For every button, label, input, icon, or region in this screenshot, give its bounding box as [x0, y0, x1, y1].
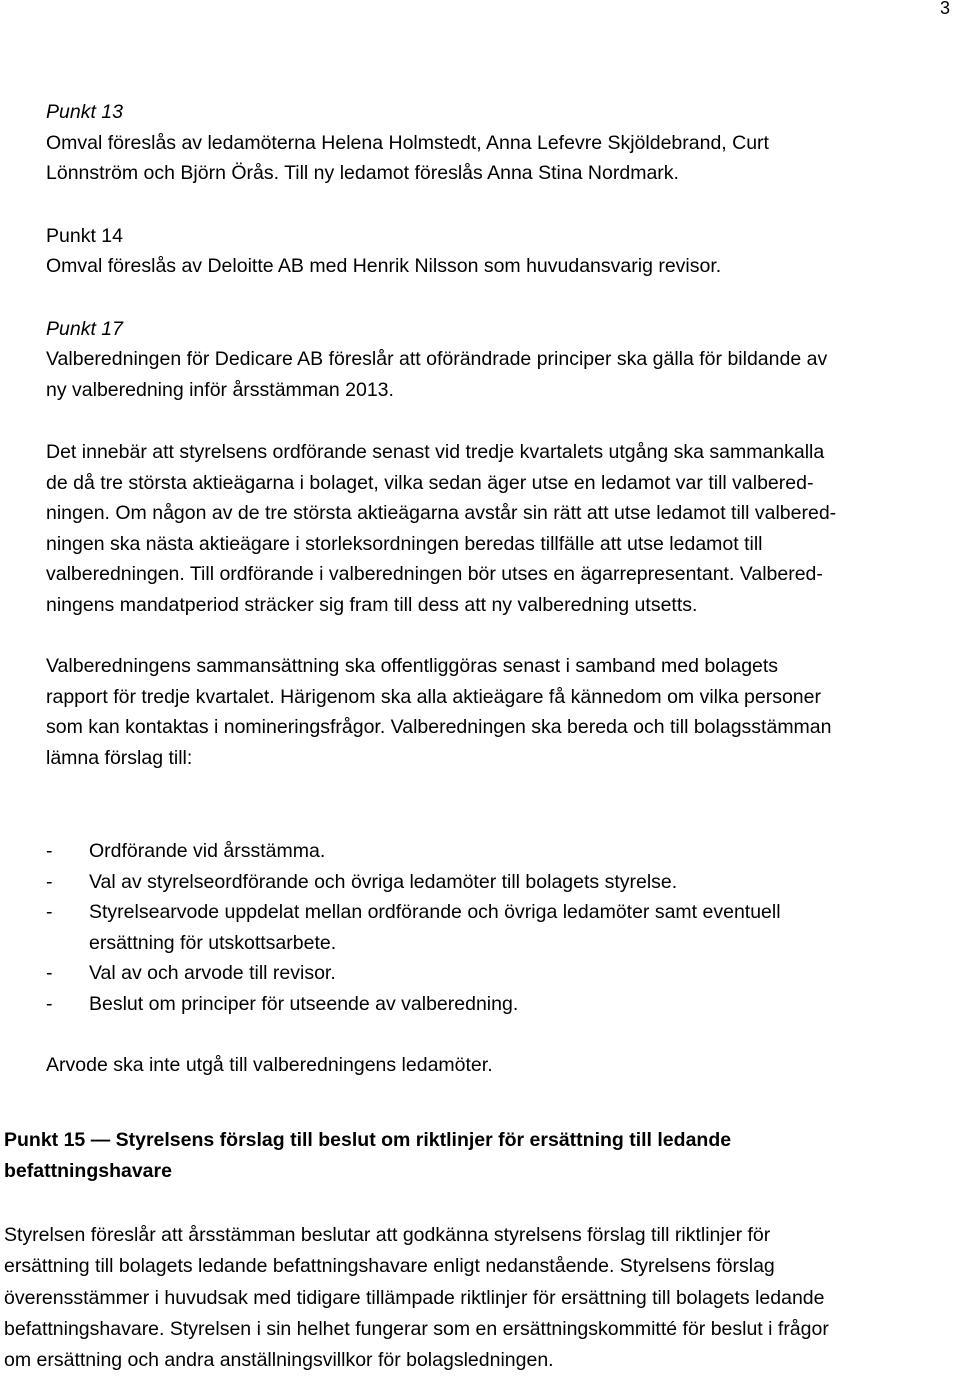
text-line: valberedningen. Till ordförande i valberedningen bör utses en ägarrepresentant. Valbered-: [46, 563, 823, 585]
list-item-text: [89, 897, 781, 958]
section-punkt-13: [46, 97, 960, 189]
heading-punkt-14: Punkt 14: [46, 224, 123, 247]
list-item-text: Val av och arvode till revisor.: [89, 962, 336, 984]
text-line: lämna förslag till:: [46, 746, 193, 769]
list-dash: -: [46, 870, 53, 893]
text-line: ningens mandatperiod sträcker sig fram till dess att ny valberedning utsetts.: [46, 593, 698, 616]
list-dash: -: [46, 992, 53, 1015]
heading-line: befattningshavare: [4, 1160, 172, 1182]
list-item-text: Beslut om principer för utseende av valberedning.: [89, 992, 519, 1015]
paragraph-valberedning: [46, 437, 960, 620]
list-dash: -: [46, 840, 53, 862]
section-punkt-14: [46, 221, 960, 282]
paragraph-riktlinjer: [0, 1220, 940, 1376]
document-body: [46, 97, 960, 1081]
list-item-text: Val av styrelseordförande och övriga ledamöter till bolagets styrelse.: [89, 870, 678, 893]
text-line: överensstämmer i huvudsak med tidigare tillämpade riktlinjer för ersättning till bolagets ledande: [4, 1286, 825, 1309]
text-line: ny valberedning inför årsstämman 2013.: [46, 378, 394, 401]
text-line: om ersättning och andra anställningsvillkor för bolagsledningen.: [4, 1349, 554, 1372]
list-item-line: ersättning för utskottsarbete.: [89, 931, 337, 954]
closing-statement: Arvode ska inte utgå till valberedningens ledamöter.: [46, 1054, 493, 1076]
heading-line: Punkt 15 — Styrelsens förslag till beslut om riktlinjer för ersättning till ledande: [4, 1129, 732, 1151]
heading-punkt-13: Punkt 13: [46, 101, 123, 123]
text-line: rapport för tredje kvartalet. Härigenom ska alla aktieägare få kännedom om vilka personer: [46, 685, 821, 708]
text-line: Valberedningens sammansättning ska offentliggöras senast i samband med bolagets: [46, 655, 779, 677]
text-line: ningen. Om någon av de tre största aktieägarna avstår sin rätt att utse ledamot till valbered-: [46, 502, 837, 524]
heading-punkt-15: [0, 1125, 940, 1187]
list-item: [46, 958, 960, 989]
page-number: 3: [939, 0, 950, 18]
list-item: [46, 867, 960, 898]
list-item: [46, 989, 960, 1020]
text-line: Det innebär att styrelsens ordförande senast vid tredje kvartalets utgång ska sammankalla: [46, 441, 825, 463]
list-item-text: Ordförande vid årsstämma.: [89, 840, 326, 862]
paragraph-sammansattning: [46, 651, 960, 773]
text-line: befattningshavare. Styrelsen i sin helhet fungerar som en ersättningskommitté för beslut i frågor: [4, 1317, 829, 1340]
list-dash: -: [46, 901, 53, 923]
section-punkt-17: [46, 314, 960, 406]
proposal-list: [46, 836, 960, 1019]
list-item: [46, 836, 960, 867]
list-item: [46, 897, 960, 958]
text-line: ningen ska nästa aktieägare i storleksordningen beredas tillfälle att utse ledamot till: [46, 532, 763, 555]
heading-punkt-17: Punkt 17: [46, 317, 123, 340]
text-line: Styrelsen föreslår att årsstämman beslutar att godkänna styrelsens förslag till riktlinjer för: [4, 1224, 771, 1246]
list-item-line: Styrelsearvode uppdelat mellan ordförande och övriga ledamöter samt eventuell: [89, 901, 781, 923]
text-line: Lönnström och Björn Örås. Till ny ledamot föreslås Anna Stina Nordmark.: [46, 162, 679, 184]
text-line: Valberedningen för Dedicare AB föreslår att oförändrade principer ska gälla för bildande av: [46, 348, 828, 370]
text-line: Omval föreslås av ledamöterna Helena Holmstedt, Anna Lefevre Skjöldebrand, Curt: [46, 131, 769, 154]
text-line: ersättning till bolagets ledande befattningshavare enligt nedanstående. Styrelsens förslag: [4, 1255, 775, 1278]
section-punkt-15: [0, 1125, 940, 1376]
list-dash: -: [46, 962, 53, 984]
text-line: de då tre största aktieägarna i bolaget, vilka sedan äger utse en ledamot var till valbered-: [46, 471, 814, 494]
text-line: Omval föreslås av Deloitte AB med Henrik Nilsson som huvudansvarig revisor.: [46, 255, 722, 277]
text-line: som kan kontaktas i nomineringsfrågor. Valberedningen ska bereda och till bolagsstämman: [46, 716, 832, 738]
